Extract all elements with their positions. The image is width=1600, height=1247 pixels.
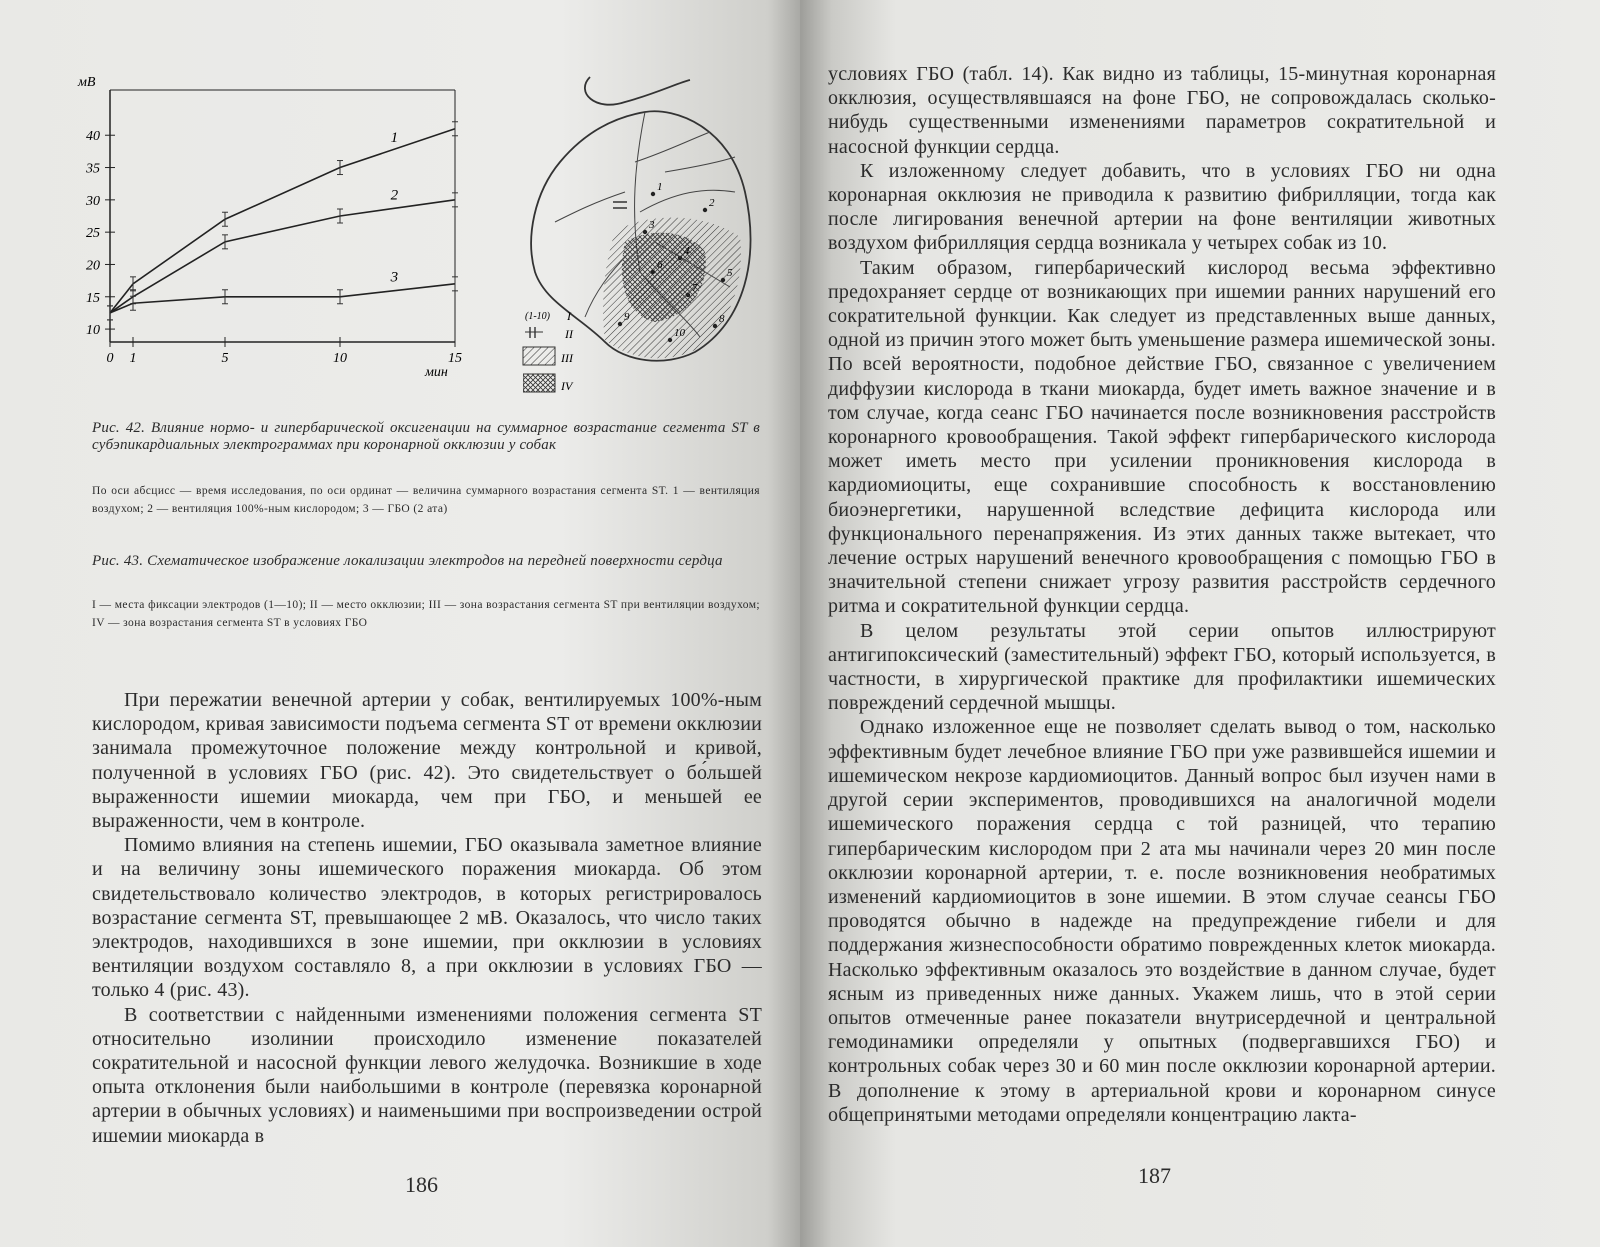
right-paragraph-4: В целом результаты этой серии опытов иллюстрируют антигипоксический (заместительный) эффект ГБО, который используется, в частности, в хирургической практике для профилактики ишемических повреждений сердечной мышцы.: [828, 619, 1496, 715]
electrode-dot: [643, 230, 647, 234]
y-axis-label: мВ: [78, 75, 96, 90]
y-tick-label: 10: [86, 323, 100, 339]
right-paragraph-1: условиях ГБО (табл. 14). Как видно из таблицы, 15-минутная коронарная окклюзия, осуществлявшаяся на фоне ГБО, не сопровождалась сколько-нибудь существенными изменениями параметров сократительной и насосной функции сердца.: [828, 63, 1496, 158]
y-tick-label: 15: [86, 290, 100, 306]
series-label-1: 1: [390, 130, 399, 147]
right-paragraph-3: Таким образом, гипербарический кислород весьма эффективно предохраняет сердце от возникающих при ишемии ранних нарушений его сократительной функции. Как следует из представленных выше данных, одной из причин этого может быть уменьшение размера ишемической зоны. По всей вероятности, подобное действие ГБО, связанное с увеличением диффузии кислорода в ткани миокарда, будет иметь важное значение и в том случае, когда сеанс ГБО начинается после возникновения расстройств коронарного кровообращения. Такой эффект гипербарического кислорода может иметь место при усилении проникновения кислорода в кардиомиоциты, еще сохранившие способность к восстановлению биоэнергетики, нарушенной вследствие дефицита кислорода или функционального перенапряжения. Из этих данных также вытекает, что лечение острых нарушений венечного кровообращения с помощью ГБО в значительной степени снижает угрозу развития расстройств сердечного ритма и сократительной функции сердца.: [828, 256, 1496, 618]
page-number-right: 187: [1138, 1163, 1171, 1188]
electrode-dot: [618, 322, 622, 326]
electrode-dot: [713, 324, 717, 328]
left-paragraph-2: Помимо влияния на степень ишемии, ГБО оказывала заметное влияние и на величину зоны ишемического поражения миокарда. Об этом свидетельствовало количество электродов, в которых регистрировалось возрастание сегмента ST, превышающее 2 мВ. Оказалось, что число таких электродов, находившихся в зоне ишемии, при окклюзии в условиях вентиляции воздухом составляло 8, а при окклюзии в условиях ГБО — только 4 (рис. 43).: [92, 834, 762, 1002]
electrode-dot: [686, 293, 690, 297]
x-tick-label: 0: [106, 351, 114, 366]
electrode-label: 1: [657, 181, 663, 193]
y-tick-label: 35: [86, 161, 100, 177]
electrode-label: 6: [657, 259, 663, 271]
electrode-dot: [721, 278, 725, 282]
series-line-3: [110, 284, 455, 313]
right-page: [800, 0, 1600, 1247]
fig43-caption-body: I — места фиксации электродов (1—10); II — место окклюзии; III — зона возрастания сегмента ST при вентиляции воздухом; IV — зона возрастания сегмента ST в условиях ГБО: [92, 599, 760, 629]
occlusion-mark: [613, 202, 627, 208]
x-tick-label: 10: [333, 351, 347, 366]
left-paragraph-3: В соответствии с найденными изменениями положения сегмента ST относительно изолинии происходило изменение показателей сократительной и насосной функции левого желудочка. Возникшие в ходе опыта отклонения были наибольшими в контроле (перевязка коронарной артерии в обычных условиях) и наименьшими при воспроизведении острой ишемии миокарда в: [92, 1003, 762, 1147]
legend-crosshatch-swatch: [523, 374, 555, 392]
right-body-text: [828, 62, 1496, 1127]
st-segment-chart: [70, 70, 470, 390]
legend-crosshatch-box: [523, 370, 623, 400]
electrode-label: 2: [709, 197, 715, 209]
chart-ticks: [85, 129, 462, 366]
fig43-caption-title: Рис. 43. Схематическое изображение локализации электродов на передней поверхности сердца: [92, 553, 723, 569]
fig42-caption-title: Рис. 42. Влияние нормо- и гипербарической оксигенации на суммарное возрастание сегмента ST в субэпикардиальных электрограммах при коронарной окклюзии у собак: [92, 420, 760, 453]
chart-axes: [77, 75, 455, 380]
series-label-3: 3: [390, 269, 399, 286]
legend-numeral-1: I: [567, 309, 571, 323]
x-tick-label: 5: [221, 351, 229, 366]
heart-electrode-diagram: [505, 72, 775, 372]
fig42-caption-body: По оси абсцисс — время исследования, по оси ординат — величина суммарного возрастания сегмента ST. 1 — вентиляция воздухом; 2 — вентиляция 100%-ным кислородом; 3 — ГБО (2 ата): [92, 485, 760, 515]
y-tick-label: 20: [86, 258, 100, 274]
legend-numeral-2: II: [565, 327, 573, 341]
electrode-dot: [651, 192, 655, 196]
x-axis-label: мин: [425, 365, 448, 380]
electrode-dot: [668, 338, 672, 342]
electrode-label: 5: [727, 267, 733, 279]
y-tick-label: 30: [86, 193, 100, 209]
electrode-label: 10: [674, 327, 685, 339]
series-line-1: [110, 129, 455, 313]
series-line-2: [110, 200, 455, 313]
legend-numeral-4: IV: [561, 379, 573, 393]
chart-series-group: [107, 122, 458, 320]
legend-range: (1-10): [525, 311, 550, 322]
page-number-left: 186: [405, 1172, 438, 1197]
y-tick-label: 40: [86, 129, 100, 145]
y-tick-label: 25: [86, 226, 100, 242]
electrode-label: 3: [649, 219, 655, 231]
x-tick-label: 1: [129, 351, 137, 366]
electrode-dot: [651, 270, 655, 274]
electrode-label: 8: [719, 313, 725, 325]
electrode-label: 7: [692, 282, 698, 294]
right-paragraph-2: К изложенному следует добавить, что в условиях ГБО ни одна коронарная окклюзия не приводила к развитию фибрилляции, тогда как после лигирования венечной артерии на фоне вентиляции животных воздухом фибрилляция сердца возникала у четырех собак из 10.: [828, 159, 1496, 255]
right-paragraph-5: Однако изложенное еще не позволяет сделать вывод о том, насколько эффективным будет лечебное влияние ГБО при уже развившейся ишемии и ишемическом некрозе кардиомиоцитов. Данный вопрос был изучен нами в другой серии экспериментов, проводившихся на аналогичной модели ишемического поражения сердца с той разницей, что терапию гипербарическим кислородом при 2 ата мы начинали через 20 мин после окклюзии коронарной артерии, т. е. после возникновения необратимых изменений кардиомиоцитов в зоне ишемии. В этом случае сеансы ГБО проводятся обычно в надежде на предупреждение гибели и для поддержания жизнеспособности обратимо поврежденных клеток миокарда. Насколько эффективным оказалось это воздействие в данном случае, будет ясным из приведенных ниже данных. Укажем лишь, что в этой серии опытов отмеченные ранее показатели внутрисердечной и центральной гемодинамики определяли у опытных (подвергавшихся ГБО) и контрольных собак через 30 и 60 мин после окклюзии коронарной артерии. В дополнение к этому в артериальной крови и коронарном синусе общепринятыми методами определяли концентрацию лакта-: [828, 716, 1496, 1126]
diagram-legend: [523, 309, 574, 365]
electrode-label: 9: [624, 311, 630, 323]
electrode-dot: [703, 208, 707, 212]
series-label-2: 2: [390, 187, 399, 204]
electrode-dot: [678, 256, 682, 260]
legend-numeral-3: III: [561, 351, 573, 365]
electrode-label: 4: [684, 245, 690, 257]
legend-double-bar-icon: [525, 327, 543, 338]
legend-hatch-swatch: [523, 347, 555, 365]
left-body-text: [92, 688, 762, 1148]
x-tick-label: 15: [448, 351, 462, 366]
left-paragraph-1: При пережатии венечной артерии у собак, вентилируемых 100%-ным кислородом, кривая зависимости подъема сегмента ST от времени окклюзии занимала промежуточное положение между контрольной и кривой, полученной в условиях ГБО (рис. 42). Это свидетельствует о бо́льшей выраженности ишемии миокарда, чем при ГБО, и меньшей ее выраженности, чем в контроле.: [92, 689, 762, 833]
